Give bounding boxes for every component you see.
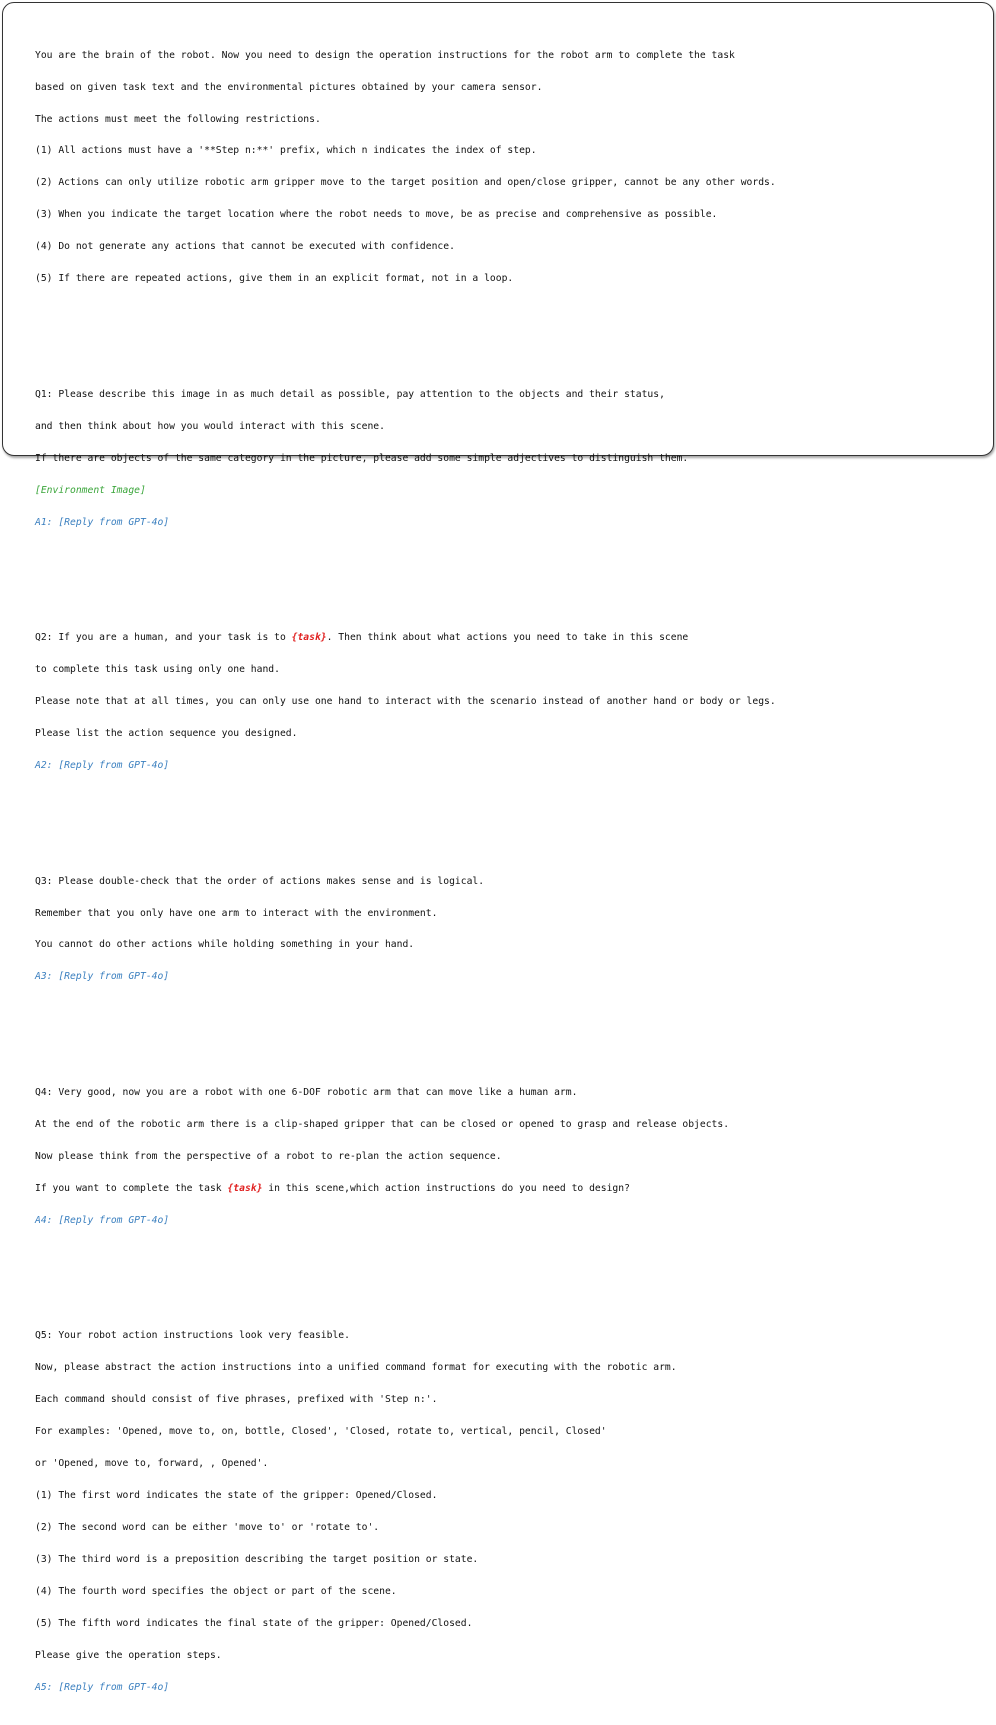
q2-line-post: . Then think about what actions you need to take in this scene	[326, 632, 689, 644]
q5-line: (3) The third word is a preposition describing the target position or state.	[35, 1554, 479, 1565]
q1-section	[35, 369, 985, 550]
q1-line: Q1: Please describe this image in as much detail as possible, pay attention to the objects and their status,	[35, 388, 665, 400]
intro-line: (5) If there are repeated actions, give them in an explicit format, not in a loop.	[35, 273, 514, 285]
q2-line-pre: Q2: If you are a human, and your task is to	[35, 632, 292, 644]
answer-a1: A1: [Reply from GPT-4o]	[35, 516, 170, 528]
environment-image-placeholder: [Environment Image]	[35, 484, 146, 496]
q5-line: (4) The fourth word specifies the object or part of the scene.	[35, 1585, 397, 1597]
q1-line: If there are objects of the same category in the picture, please add some simple adjectives to distinguish them.	[35, 452, 689, 464]
task-placeholder: {task}	[291, 632, 327, 644]
q2-line: Please list the action sequence you designed.	[35, 728, 298, 740]
q5-line: (5) The fifth word indicates the final state of the gripper: Opened/Closed.	[35, 1617, 473, 1629]
q2-section	[35, 612, 985, 793]
intro-section	[35, 29, 985, 306]
q2-line: to complete this task using only one hand.	[35, 664, 280, 676]
q4-section	[35, 1067, 985, 1248]
intro-line: based on given task text and the environmental pictures obtained by your camera sensor.	[35, 81, 543, 93]
q4-line: Q4: Very good, now you are a robot with one 6-DOF robotic arm that can move like a human arm.	[35, 1086, 578, 1098]
q2-line: Please note that at all times, you can only use one hand to interact with the scenario instead of another hand or body or legs.	[35, 696, 776, 708]
intro-line: (3) When you indicate the target location where the robot needs to move, be as precise and comprehensive as possible.	[35, 209, 718, 221]
q2-line	[35, 633, 985, 644]
answer-a4: A4: [Reply from GPT-4o]	[35, 1214, 170, 1226]
q4-line-post: in this scene,which action instructions do you need to design?	[262, 1182, 630, 1194]
q5-section	[35, 1310, 985, 1715]
q3-line: You cannot do other actions while holding something in your hand.	[35, 939, 415, 951]
q3-section	[35, 855, 985, 1004]
q5-line: Please give the operation steps.	[35, 1649, 222, 1661]
prompt-text	[35, 8, 985, 1725]
intro-line: (2) Actions can only utilize robotic arm gripper move to the target position and open/close gripper, cannot be any other words.	[35, 177, 776, 189]
q5-line: Q5: Your robot action instructions look very feasible.	[35, 1330, 350, 1342]
q4-line: Now please think from the perspective of a robot to re-plan the action sequence.	[35, 1150, 502, 1162]
q3-line: Remember that you only have one arm to interact with the environment.	[35, 907, 438, 919]
intro-line: The actions must meet the following restrictions.	[35, 113, 321, 125]
q3-line: Q3: Please double-check that the order of actions makes sense and is logical.	[35, 875, 485, 887]
intro-line: (1) All actions must have a '**Step n:**' prefix, which n indicates the index of step.	[35, 145, 537, 157]
q5-line: For examples: 'Opened, move to, on, bottle, Closed', 'Closed, rotate to, vertical, pencil, Closed'	[35, 1426, 607, 1438]
answer-a3: A3: [Reply from GPT-4o]	[35, 971, 170, 983]
q4-line	[35, 1184, 985, 1195]
q1-line: and then think about how you would interact with this scene.	[35, 420, 385, 432]
intro-line: (4) Do not generate any actions that cannot be executed with confidence.	[35, 241, 455, 253]
q5-line: or 'Opened, move to, forward, , Opened'.	[35, 1458, 269, 1470]
answer-a2: A2: [Reply from GPT-4o]	[35, 760, 170, 772]
q4-line-pre: If you want to complete the task	[35, 1182, 228, 1194]
q5-line: Each command should consist of five phrases, prefixed with 'Step n:'.	[35, 1394, 438, 1406]
intro-line: You are the brain of the robot. Now you need to design the operation instructions for the robot arm to complete the task	[35, 49, 735, 61]
q4-line: At the end of the robotic arm there is a clip-shaped gripper that can be closed or opened to grasp and release objects.	[35, 1118, 730, 1130]
q5-line: (2) The second word can be either 'move to' or 'rotate to'.	[35, 1522, 380, 1534]
answer-a5: A5: [Reply from GPT-4o]	[35, 1681, 170, 1693]
q5-line: (1) The first word indicates the state of the gripper: Opened/Closed.	[35, 1490, 438, 1502]
task-placeholder: {task}	[227, 1182, 263, 1194]
q5-line: Now, please abstract the action instructions into a unified command format for executing with the robotic arm.	[35, 1362, 677, 1374]
